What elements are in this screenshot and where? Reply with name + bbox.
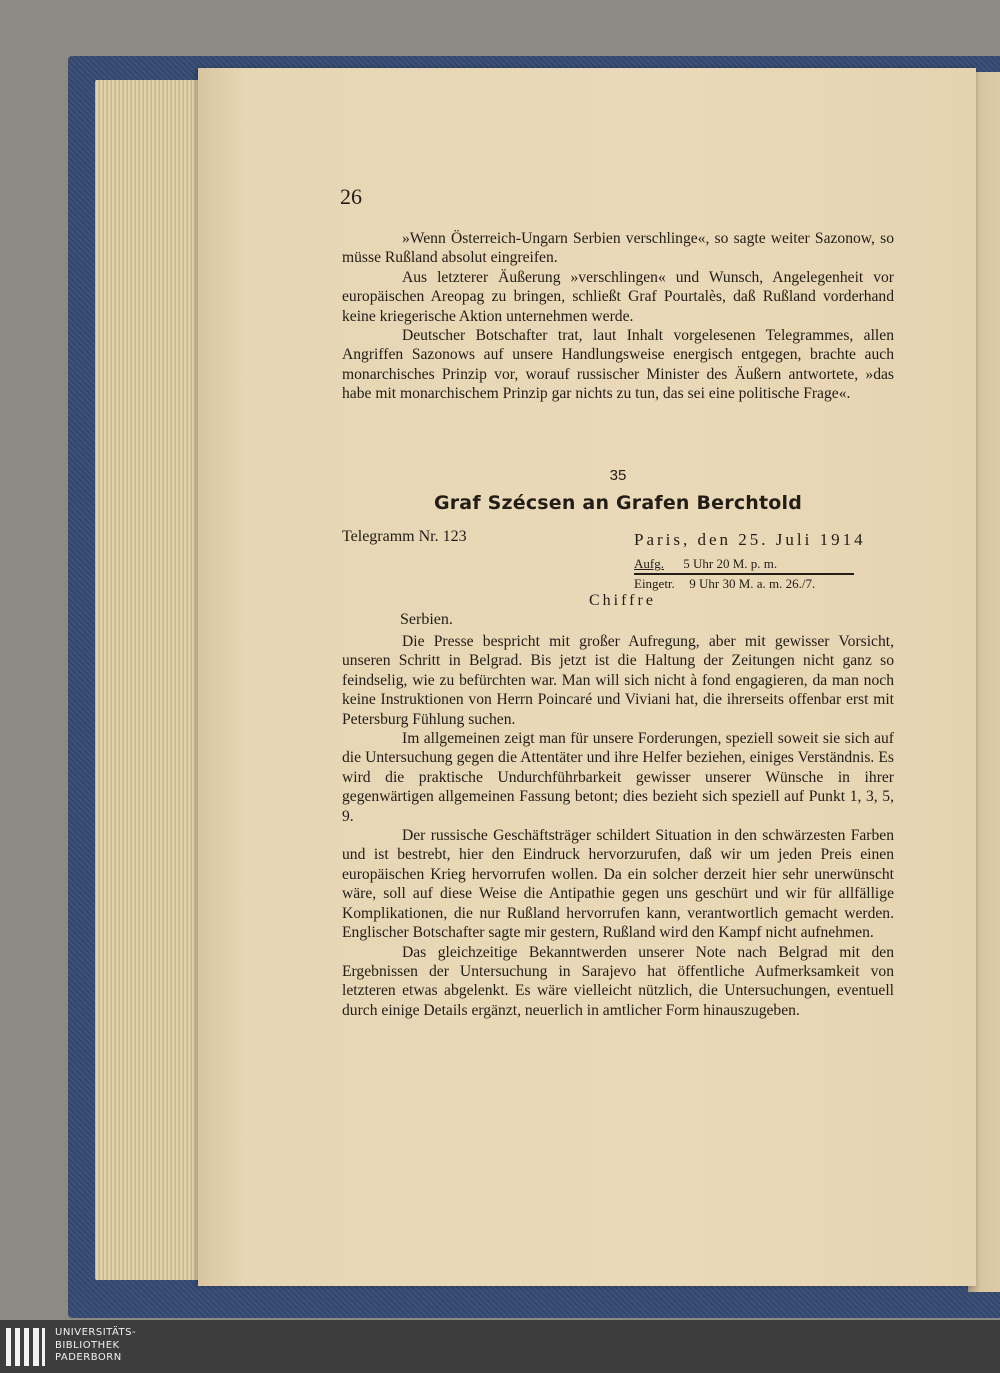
telegram-number: Telegramm Nr. 123 <box>342 528 467 545</box>
intro-text <box>342 229 894 404</box>
place-date <box>634 530 866 550</box>
intro-paragraph-2: Aus letzterer Äußerung »verschlingen« und Wunsch, Angelegenheit vor europäischen Areopag zu bringen, schließt Graf Pourtalès, daß Rußland vorderhand keine kriegerische Aktion unternehmen werde. <box>342 268 894 325</box>
library-logo-icon <box>6 1328 46 1366</box>
received-time-row <box>634 574 854 592</box>
dispatch-time: 5 Uhr 20 M. p. m. <box>683 556 778 571</box>
intro-paragraph-3: Deutscher Botschafter trat, laut Inhalt vorgelesenen Telegrammes, allen Angriffen Sazonows auf unsere Handlungsweise energisch entgegen, brachte auch monarchisches Prinzip vor, worauf russischer Minister des Äußern antwortete, »das habe mit monarchischem Prinzip gar nichts zu tun, das sei eine politische Frage«. <box>342 327 894 403</box>
document-heading: Graf Szécsen an Grafen Berchtold <box>433 492 803 514</box>
document-number: 35 <box>609 467 627 484</box>
library-logo-text <box>55 1327 136 1365</box>
page-stack-edge <box>95 80 205 1280</box>
dispatch-time-row <box>634 556 854 574</box>
body-paragraph-4: Das gleichzeitige Bekanntwerden unserer Note nach Belgrad mit den Ergebnissen der Untersuchung in Sarajevo hat öffentliche Aufmerksamkeit von letzteren etwas abgelenkt. Es wäre vielleicht nützlich, die Untersuchungen, eventuell durch einige Details ergänzt, neuerlich in amtlicher Form hinauszugeben. <box>342 943 894 1019</box>
logo-line-3: PADERBORN <box>55 1352 122 1363</box>
place-date-text: Paris, den 25. Juli 1914 <box>634 530 866 549</box>
library-footer-bar <box>0 1320 1000 1373</box>
intro-paragraph-1: »Wenn Österreich-Ungarn Serbien verschlinge«, so sagte weiter Sazonow, so müsse Rußland absolut eingreifen. <box>342 230 894 267</box>
body-paragraph-2: Im allgemeinen zeigt man für unsere Forderungen, speziell soweit sie sich auf die Untersuchung gegen die Attentäter und ihre Helfer beziehen, einiges Verständnis. Es wird die praktische Undurchführbarkeit gewisser unserer Wünsche in ihrer gegenwärtigen allgemeinen Fassung betont; dies bezieht sich speziell auf Punkt 1, 3, 5, 9. <box>342 730 894 825</box>
document-body <box>342 632 894 1020</box>
subject-line: Serbien. <box>400 611 453 628</box>
dispatch-label: Aufg. <box>634 556 664 571</box>
cipher-note: Chiffre <box>589 592 656 609</box>
logo-line-2: BIBLIOTHEK <box>55 1339 120 1351</box>
body-paragraph-3: Der russische Geschäftsträger schildert Situation in den schwärzesten Farben und ist bestrebt, hier den Eindruck hervorzurufen, daß wir um jeden Preis einen europäischen Krieg hervorrufen wollen. Da ein solcher derzeit hier sehr unerwünscht wäre, soll auf diese Weise die Antipathie gegen uns geschürt und wir für allfällige Komplikationen, die nur Rußland hervorrufen kann, verantwortlich gemacht werden. Englischer Botschafter sagte mir gestern, Rußland wird den Kampf nicht aufnehmen. <box>342 827 894 942</box>
logo-line-1: UNIVERSITÄTS- <box>55 1327 137 1338</box>
received-label: Eingetr. <box>634 576 675 591</box>
page-number: 26 <box>340 184 362 209</box>
body-paragraph-1: Die Presse bespricht mit großer Aufregung, aber mit gewisser Vorsicht, unseren Schritt in Belgrad. Bis jetzt ist die Haltung der Zeitungen nicht ganz so feindselig, wie zu befürchten war. Man will sich nicht à fond engagieren, da man noch keine Instruktionen von Herrn Poincaré und Viviani hat, die ihrerseits offenbar erst mit Petersburg Fühlung suchen. <box>342 633 894 728</box>
received-time: 9 Uhr 30 M. a. m. 26./7. <box>689 576 816 591</box>
